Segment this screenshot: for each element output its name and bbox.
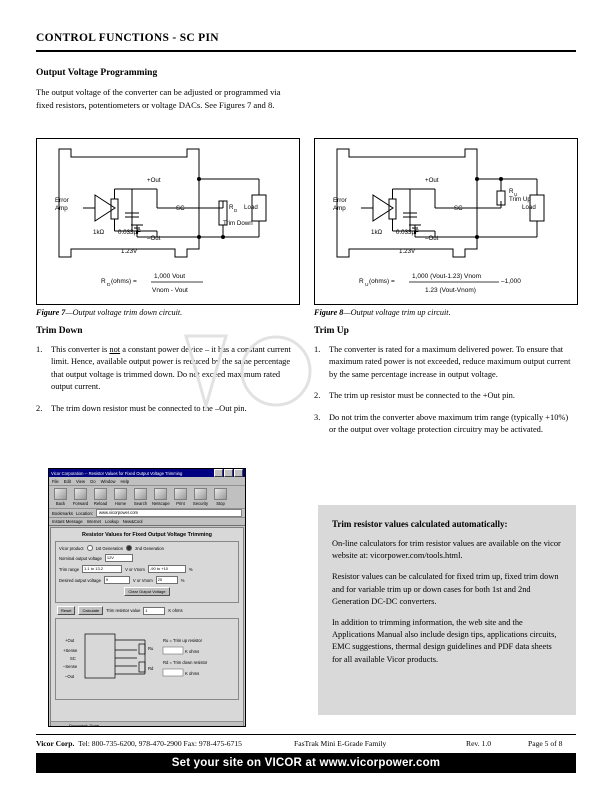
desired-voltage-mid-label: V or Vnom	[132, 577, 153, 583]
search-icon	[134, 488, 147, 500]
list-item-text: Do not trim the converter above maximum trim range (typically +10%) or the output over voltage protection circuitry may be activated.	[329, 412, 569, 435]
fig8-eq-numerator: 1,000 (Vout-1.23) Vnom	[412, 273, 482, 280]
footer-banner: Set your site on VICOR at www.vicorpower.com	[36, 753, 576, 773]
list-item-number: 1.	[314, 345, 321, 354]
fig7-label-cap: 0.033µF	[118, 229, 141, 236]
fig8-label-out-plus: +Out	[425, 177, 439, 184]
fig8-label-1k: 1kΩ	[371, 229, 383, 236]
list-item	[314, 412, 576, 437]
diagram-label-out-minus: –Out	[65, 674, 75, 679]
fig8-label-sc: SC	[454, 205, 463, 212]
fig7-label-rd: R	[229, 204, 234, 211]
link-new-and-cool[interactable]: New&Cool	[122, 519, 143, 524]
list-item	[36, 344, 294, 394]
product-option-2-label: 2nd Generation	[135, 545, 164, 551]
reload-icon	[94, 488, 107, 500]
result-label: Trim resistor value	[106, 608, 141, 613]
link-instant-message[interactable]: Instant Message	[52, 519, 83, 524]
toolbar-netscape-button[interactable]	[152, 488, 169, 506]
fig8-label-out-minus: –Out	[425, 235, 439, 242]
fig7-label-1k: 1kΩ	[93, 229, 105, 236]
fig7-label-load: Load	[244, 204, 258, 211]
forward-arrow-icon	[74, 488, 87, 500]
pin-diagram	[59, 622, 244, 692]
fig7-label-rd-sub: D	[234, 208, 238, 213]
fig8-label-ru: R	[509, 188, 514, 195]
figure-8-caption-text: —Output voltage trim up circuit.	[343, 308, 451, 317]
menu-item-help[interactable]: Help	[120, 478, 130, 484]
figure-8-box	[314, 138, 578, 305]
footer-product-family: FasTrak Mini E-Grade Family	[294, 739, 387, 748]
trim-range-label: Trim range	[59, 566, 80, 572]
page-title: CONTROL FUNCTIONS - SC PIN	[36, 32, 219, 44]
clear-row	[59, 587, 235, 596]
figure-8-caption-label: Figure 8	[314, 308, 344, 317]
intro-paragraph: The output voltage of the converter can be adjusted or programmed via fixed resistors, potentiometers or voltage DACs. See Figures 7 and 8.	[36, 87, 281, 110]
pin-diagram-panel	[55, 618, 239, 700]
trim-form-panel	[55, 541, 239, 603]
list-item-number: 3.	[314, 412, 321, 422]
footer-page-number: Page 5 of 8	[528, 739, 563, 748]
footer-company-name: Vicor Corp.	[36, 739, 75, 748]
menu-item-file[interactable]: File	[52, 478, 59, 484]
legend-rd-text: Rd = Trim down resistor	[163, 660, 208, 665]
fig7-label-vref: 1.23V	[121, 248, 138, 255]
desired-unit-label: %	[180, 577, 185, 583]
trim-up-list	[314, 344, 576, 445]
list-item	[314, 390, 576, 402]
diagram-label-sense-plus: +Sense	[63, 648, 78, 653]
fig7-label-sc: SC	[176, 205, 185, 212]
menu-item-window[interactable]: Window	[100, 478, 116, 484]
fig8-eq-tail: –1,000	[501, 278, 521, 285]
fig8-eq-lhs-sub: U	[365, 283, 369, 288]
toolbar-home-label: Home	[114, 501, 127, 506]
toolbar-forward-label: Forward	[72, 501, 89, 506]
bookmarks-button[interactable]: Bookmarks	[52, 510, 73, 516]
web-page-heading: Resistor Values for Fixed Output Voltage Trimming	[82, 532, 212, 538]
fig8-label-load: Load	[522, 204, 536, 211]
clear-output-voltage-button[interactable]: Clear Output Voltage	[124, 587, 169, 596]
diagram-label-rd: Rd	[148, 666, 154, 671]
rd-result-field	[163, 669, 183, 676]
browser-title-bar	[49, 469, 245, 477]
fig8-label-vref: 1.23V	[399, 248, 416, 255]
legend-ru-unit: K ohms	[185, 649, 200, 654]
list-item	[314, 344, 576, 381]
calculate-row	[51, 606, 243, 615]
product-label: Vicor product	[59, 545, 84, 551]
fig7-eq-denominator: Vnom - Vout	[152, 287, 188, 294]
fig8-label-error: Error	[333, 197, 347, 204]
desired-voltage-row	[59, 576, 235, 584]
browser-menu-bar	[49, 477, 245, 486]
trim-range-row	[59, 565, 235, 573]
toolbar-home-button[interactable]	[112, 488, 129, 506]
list-item-number: 2.	[36, 403, 43, 413]
figure-7-caption-label: Figure 7	[36, 308, 66, 317]
nominal-voltage-select[interactable]: 12V	[105, 554, 133, 562]
toolbar-back-label: Back	[55, 501, 66, 506]
ru-result-field	[163, 647, 183, 654]
toolbar-back-button[interactable]	[52, 488, 69, 506]
fig8-label-amp: Amp	[333, 205, 346, 212]
fig7-eq-lhs-units: (ohms) =	[111, 278, 137, 285]
browser-address-bar	[49, 509, 245, 518]
fig7-eq-lhs: R	[101, 278, 106, 285]
footer-revision: Rev. 1.0	[466, 739, 492, 748]
netscape-icon	[154, 488, 167, 500]
product-row	[59, 545, 235, 551]
list-item-text-post: a constant power device – it has a constant current limit. Hence, available output power is reduced by the same percentage that output voltage is trimmed down. Do not exceed maximum rated output current.	[51, 345, 291, 392]
toolbar-search-label: Search	[133, 501, 148, 506]
title-divider	[36, 50, 576, 52]
toolbar-security-label: Security	[192, 501, 209, 506]
desired-voltage-label: Desired output voltage	[59, 577, 101, 583]
callout-title: Trim resistor values calculated automatically:	[332, 519, 508, 529]
callout-paragraph-1: On-line calculators for trim resistor values are available on the vicor website at: vicorpower.com/tools.html.	[332, 539, 561, 561]
printer-icon	[174, 488, 187, 500]
trim-range-percent-input[interactable]: -90 to +10	[148, 565, 186, 573]
fig8-label-trim-up: Trim Up	[509, 196, 531, 203]
browser-personal-toolbar	[49, 518, 245, 526]
calculate-button[interactable]: Calculate	[78, 606, 103, 615]
callout-box	[318, 505, 576, 715]
fig7-eq-lhs-sub: D	[107, 283, 111, 288]
link-lookup[interactable]: Lookup	[104, 519, 119, 524]
maximize-button[interactable]	[224, 469, 233, 477]
fig8-eq-lhs-units: (ohms) =	[369, 278, 395, 285]
diagram-label-sc: SC	[70, 656, 76, 661]
toolbar-print-label: Print	[176, 501, 185, 506]
section-heading-trim-down: Trim Down	[36, 326, 83, 336]
fig7-label-out-minus: –Out	[147, 235, 161, 242]
diagram-label-sense-minus: –Sense	[63, 664, 78, 669]
browser-status-bar: Document: Done	[51, 721, 243, 727]
toolbar-security-button[interactable]	[192, 488, 209, 506]
fig7-label-out-plus: +Out	[147, 177, 161, 184]
radio-2nd-generation[interactable]	[126, 545, 132, 551]
back-arrow-icon	[54, 488, 67, 500]
trim-range-mid-label: V or Vnom	[125, 566, 145, 572]
fig8-label-ru-sub: U	[514, 192, 518, 197]
result-value-field: 1	[143, 607, 165, 615]
fig7-label-trim-down: Trim Down	[223, 220, 253, 227]
figure-7-caption	[36, 308, 182, 317]
diagram-label-ru: Ru	[148, 646, 154, 651]
list-item-text: The converter is rated for a maximum delivered power. To ensure that maximum rated power is not exceeded, reduce maximum output current by the same percentage increase in output voltage.	[329, 345, 571, 379]
toolbar-forward-button[interactable]	[72, 488, 89, 506]
list-item-number: 2.	[314, 391, 321, 401]
footer-divider	[36, 734, 576, 735]
browser-window-screenshot	[48, 468, 246, 727]
browser-toolbar	[49, 486, 245, 509]
menu-item-edit[interactable]: Edit	[63, 478, 71, 484]
product-option-1-label: 1st Generation	[95, 545, 124, 551]
trim-range-unit-label: %	[188, 566, 193, 572]
legend-rd-unit: K ohms	[185, 671, 200, 676]
diagram-label-out-plus: +Out	[65, 638, 75, 643]
fig8-eq-lhs: R	[359, 278, 364, 285]
toolbar-stop-button[interactable]	[212, 488, 229, 506]
legend-ru-text: Ru = Trim up resistor	[163, 638, 202, 643]
list-item-text-pre: This converter is	[51, 345, 110, 354]
callout-paragraph-2: Resistor values can be calculated for fixed trim up, fixed trim down and for variable trim up or down cases for both 1st and 2nd Generation DC-DC converters.	[332, 572, 559, 606]
lock-icon	[194, 488, 207, 500]
toolbar-netscape-label: Netscape	[152, 501, 170, 506]
menu-item-view[interactable]: View	[75, 478, 85, 484]
trim-range-volts-input[interactable]: 1.1 to 13.2	[82, 565, 122, 573]
nominal-voltage-row	[59, 554, 235, 562]
menu-item-go[interactable]: Go	[89, 478, 96, 484]
list-item	[36, 403, 294, 415]
browser-title-text: Vicor Corporation -- Resistor Values for Fixed Output Voltage Trimming	[51, 470, 183, 476]
figure-8-caption	[314, 308, 451, 317]
callout-paragraph-3: In addition to trimming information, the web site and the Applications Manual also include design tips, applications circuits, EMC suggestions, thermal design guidelines and PDF data sheets for all available Vicor products.	[332, 618, 557, 664]
fig7-label-error: Error	[55, 197, 69, 204]
footer-company	[36, 739, 242, 748]
list-item-text: The trim down resistor must be connected to the –Out pin.	[51, 403, 247, 413]
figure-7-caption-text: —Output voltage trim down circuit.	[65, 308, 183, 317]
result-unit-label: K ohms	[168, 608, 183, 613]
close-button[interactable]	[234, 469, 243, 477]
footer-contact: Tel: 800-735-6200, 978-470-2900 Fax: 978-475-6715	[78, 739, 242, 748]
desired-percent-input[interactable]: 25	[156, 576, 178, 584]
stop-icon	[214, 488, 227, 500]
radio-1st-generation[interactable]	[87, 545, 93, 551]
fig8-label-cap: 0.033µF	[396, 229, 419, 236]
address-input[interactable]: www.vicorpower.com	[96, 509, 242, 517]
toolbar-search-button[interactable]	[132, 488, 149, 506]
fig7-eq-numerator: 1,000 Vout	[154, 273, 186, 280]
link-internet[interactable]: Internet	[86, 519, 101, 524]
list-item-text: The trim up resistor must be connected to the +Out pin.	[329, 391, 515, 401]
section-heading-output-voltage-programming: Output Voltage Programming	[36, 68, 158, 78]
fig8-eq-denominator: 1.23 (Vout-Vnom)	[425, 287, 476, 294]
list-item-number: 1.	[36, 345, 43, 354]
home-icon	[114, 488, 127, 500]
nominal-voltage-label: Nominal output voltage	[59, 555, 102, 561]
browser-page-content	[50, 527, 244, 727]
toolbar-reload-label: Reload	[93, 501, 108, 506]
fig7-label-amp: Amp	[55, 205, 68, 212]
section-heading-trim-up: Trim Up	[314, 326, 349, 336]
figure-7-box	[36, 138, 300, 305]
desired-voltage-input[interactable]: 9	[104, 576, 130, 584]
minimize-button[interactable]	[214, 469, 223, 477]
reset-button[interactable]: Reset	[57, 606, 75, 615]
toolbar-stop-label: Stop	[216, 501, 225, 506]
list-item-text-underline: not	[109, 345, 121, 354]
toolbar-reload-button[interactable]	[92, 488, 109, 506]
trim-down-list	[36, 344, 294, 424]
toolbar-print-button[interactable]	[172, 488, 189, 506]
address-label: Location:	[75, 510, 93, 516]
